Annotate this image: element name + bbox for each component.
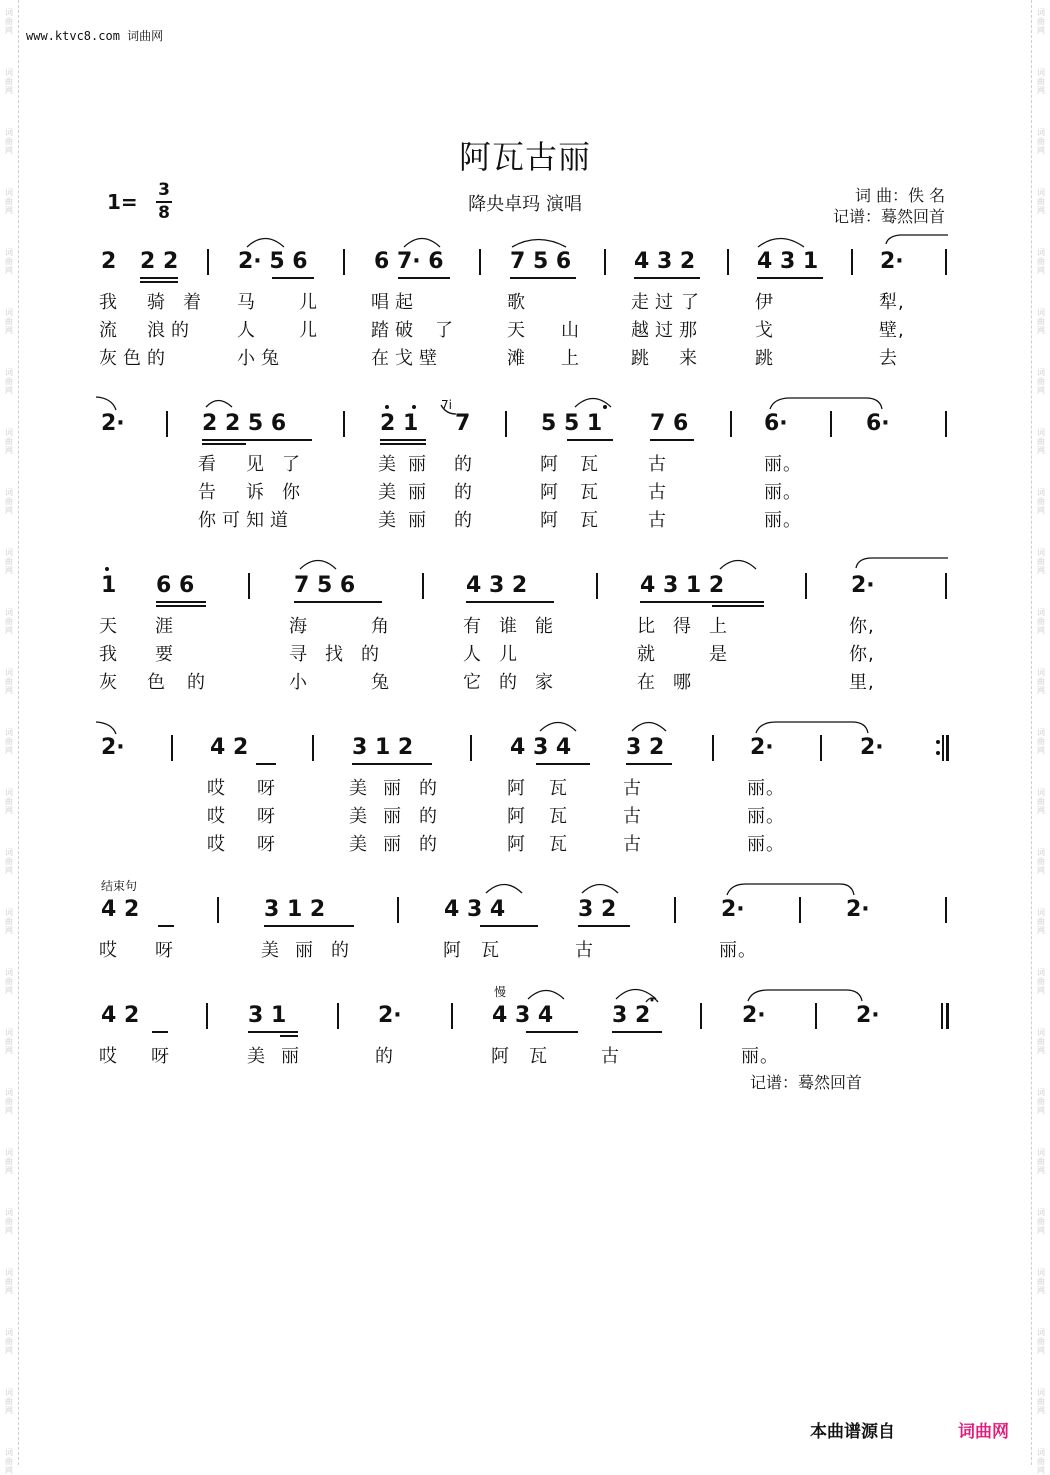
slur (748, 990, 862, 1001)
site-url[interactable]: www.ktvc8.com 词曲网 (26, 29, 164, 43)
note-group: 4 2 (101, 897, 140, 922)
side-watermark: 词 曲 网 (5, 1388, 13, 1415)
note-group: 4 3 2 (466, 573, 528, 598)
lyric-syllable: 丽 (408, 454, 427, 475)
side-watermark: 词 曲 网 (1037, 608, 1045, 635)
side-watermark: 词 曲 网 (1037, 1328, 1045, 1355)
lyric-syllable: 你, (849, 644, 875, 665)
lyric-syllable: 的 (454, 510, 473, 531)
lyric-syllable: 阿 (540, 454, 559, 475)
side-watermark: 词 曲 网 (5, 128, 13, 155)
lyric-syllable: 丽 (383, 834, 402, 855)
lyric-syllable: 瓦 (549, 834, 568, 855)
lyric-syllable: 骑 (147, 292, 166, 313)
lyric-syllable: 就 (637, 644, 656, 665)
lyric-syllable: 丽。 (719, 940, 757, 961)
song-title: 阿瓦古丽 (458, 138, 591, 176)
slur (404, 239, 440, 248)
slur (582, 885, 618, 894)
lyric-syllable: 的 (171, 320, 190, 341)
side-watermark: 词 曲 网 (5, 1148, 13, 1175)
lyric-syllable: 我 (99, 292, 118, 313)
footer-site-link[interactable]: 词曲网 (958, 1422, 1009, 1442)
slur (575, 399, 611, 408)
lyric-syllable: 上 (561, 348, 580, 369)
lyric-syllable: 古 (623, 834, 642, 855)
lyric-syllable: 流 (99, 320, 118, 341)
note-group: 2· (378, 1003, 402, 1028)
lyric-syllable: 跳 (631, 348, 650, 369)
lyric-syllable: 来 (679, 348, 698, 369)
side-watermark: 词 曲 网 (1037, 1388, 1045, 1415)
time-signature-top: 3 (158, 180, 170, 200)
lyric-syllable: 的 (454, 482, 473, 503)
lyric-syllable: 哎 (207, 806, 226, 827)
lyric-syllable: 谁 (499, 616, 518, 637)
slur (512, 240, 566, 248)
side-watermark: 词 曲 网 (5, 428, 13, 455)
lyric-syllable: 的 (147, 348, 166, 369)
lyric-syllable: 呀 (257, 834, 276, 855)
lyric-syllable: 家 (535, 672, 554, 693)
singer-credit: 降央卓玛 演唱 (468, 194, 582, 215)
lyric-syllable: 小 (237, 348, 256, 369)
lyric-syllable: 灰 (99, 672, 118, 693)
note-group: 5 5 1 (541, 411, 603, 436)
lyric-syllable: 瓦 (580, 454, 599, 475)
side-watermark: 词 曲 网 (5, 8, 13, 35)
side-watermark: 词 曲 网 (1037, 428, 1045, 455)
grace-note: 7i (441, 398, 452, 412)
lyric-syllable: 阿 (507, 806, 526, 827)
lyric-syllable: 儿 (299, 320, 318, 341)
side-watermark: 词 曲 网 (5, 668, 13, 695)
lyric-syllable: 呀 (155, 940, 174, 961)
note-group: 2 2 5 6 (202, 411, 287, 436)
lyric-syllable: 比 (637, 616, 656, 637)
lyric-syllable: 小 (289, 672, 308, 693)
side-watermark: 词 曲 网 (1037, 1448, 1045, 1475)
side-watermark: 词 曲 网 (5, 908, 13, 935)
note-group: 6 6 (156, 573, 195, 598)
side-watermark: 词 曲 网 (1037, 368, 1045, 395)
slur (720, 561, 756, 570)
lyric-syllable: 哎 (99, 940, 118, 961)
lyric-syllable: 美 (247, 1046, 266, 1067)
side-watermark: 词 曲 网 (5, 1208, 13, 1235)
note-group: 2· (851, 573, 875, 598)
side-watermark: 词 曲 网 (5, 1448, 13, 1475)
lyric-syllable: 美 (378, 454, 397, 475)
note-group: 7 5 6 (510, 249, 572, 274)
side-watermark: 词 曲 网 (1037, 728, 1045, 755)
lyric-syllable: 古 (601, 1046, 620, 1067)
lyric-syllable: 丽 (295, 940, 314, 961)
lyric-syllable: 道 (270, 510, 289, 531)
side-watermark: 词 曲 网 (5, 968, 13, 995)
lyric-syllable: 哎 (207, 778, 226, 799)
side-watermark: 词 曲 网 (5, 248, 13, 275)
lyric-syllable: 美 (349, 834, 368, 855)
slur (616, 990, 656, 1000)
slur (528, 991, 564, 1000)
side-watermark: 词 曲 网 (1037, 188, 1045, 215)
note-group: 7 6 (650, 411, 689, 436)
lyric-syllable: 阿 (507, 834, 526, 855)
lyric-syllable: 美 (349, 778, 368, 799)
lyric-syllable: 美 (378, 482, 397, 503)
note-group: 3 1 (248, 1003, 287, 1028)
lyric-syllable: 看 (198, 454, 217, 475)
lyric-syllable: 美 (261, 940, 280, 961)
lyric-syllable: 我 (99, 644, 118, 665)
lyric-syllable: 是 (709, 644, 728, 665)
note-group: 2 1 (380, 411, 419, 436)
side-watermark: 词 曲 网 (5, 848, 13, 875)
lyric-syllable: 寻 (289, 644, 308, 665)
note-group: 2 (101, 249, 117, 274)
site-name: 词曲网 (127, 29, 164, 43)
lyric-syllable: 在 (371, 348, 390, 369)
fermata-dot (651, 999, 654, 1002)
lyric-syllable: 伊 (755, 292, 774, 313)
lyric-syllable: 马 (237, 292, 256, 313)
lyric-syllable: 过 (655, 320, 674, 341)
lyric-syllable: 了 (681, 292, 700, 313)
lyric-syllable: 天 (507, 320, 526, 341)
note-group: 4 3 4 (510, 735, 572, 760)
side-watermark: 词 曲 网 (5, 68, 13, 95)
note-group: 2· (856, 1003, 880, 1028)
lyric-syllable: 你 (198, 510, 217, 531)
lyric-syllable: 的 (499, 672, 518, 693)
note-group: 1 (101, 573, 117, 598)
slur (96, 722, 116, 734)
lyric-syllable: 儿 (499, 644, 518, 665)
side-watermark: 词 曲 网 (1037, 1088, 1045, 1115)
lyric-syllable: 海 (289, 616, 308, 637)
side-watermark: 词 曲 网 (1037, 128, 1045, 155)
slur (886, 235, 948, 244)
note-group: 4 3 2 (634, 249, 696, 274)
note-group: 2 2 (140, 249, 179, 274)
lyric-syllable: 要 (155, 644, 174, 665)
lyric-syllable: 哎 (99, 1046, 118, 1067)
lyric-syllable: 丽。 (747, 778, 785, 799)
note-group: 6· (866, 411, 890, 436)
note-group: 3 1 2 (264, 897, 326, 922)
side-watermark: 词 曲 网 (5, 188, 13, 215)
lyric-syllable: 的 (361, 644, 380, 665)
lyric-syllable: 哎 (207, 834, 226, 855)
lyric-syllable: 越 (631, 320, 650, 341)
side-watermark: 词 曲 网 (1037, 668, 1045, 695)
lyric-syllable: 古 (648, 482, 667, 503)
lyric-syllable: 阿 (507, 778, 526, 799)
lyric-syllable: 涯 (155, 616, 174, 637)
lyric-syllable: 哪 (673, 672, 692, 693)
lyric-syllable: 在 (637, 672, 656, 693)
lyric-syllable: 诉 (246, 482, 265, 503)
key-signature: 1= (107, 190, 138, 214)
side-watermark: 词 曲 网 (5, 1268, 13, 1295)
lyric-syllable: 人 (237, 320, 256, 341)
lyric-syllable: 去 (879, 348, 898, 369)
lyric-syllable: 兔 (371, 672, 390, 693)
lyric-syllable: 浪 (147, 320, 166, 341)
side-watermark: 词 曲 网 (5, 1328, 13, 1355)
note-group: 2· (742, 1003, 766, 1028)
lyric-syllable: 古 (648, 454, 667, 475)
note-group: 2· (721, 897, 745, 922)
side-watermark: 词 曲 网 (5, 788, 13, 815)
side-watermark: 词 曲 网 (1037, 1148, 1045, 1175)
lyric-syllable: 瓦 (481, 940, 500, 961)
lyric-syllable: 色 (123, 348, 142, 369)
note-group: 3 2 (612, 1003, 651, 1028)
grace-slur (441, 405, 456, 414)
note-group: 4 2 (101, 1003, 140, 1028)
lyric-syllable: 古 (623, 806, 642, 827)
lyric-syllable: 美 (349, 806, 368, 827)
lyric-syllable: 山 (561, 320, 580, 341)
note-group: 2· (750, 735, 774, 760)
time-signature-bottom: 8 (158, 203, 170, 223)
note-group: 4 2 (210, 735, 249, 760)
lyric-syllable: 古 (648, 510, 667, 531)
side-watermark: 词 曲 网 (1037, 308, 1045, 335)
lyric-syllable: 告 (198, 482, 217, 503)
slur (758, 239, 804, 248)
lyric-syllable: 天 (99, 616, 118, 637)
side-watermark: 词 曲 网 (1037, 1208, 1045, 1235)
lyric-syllable: 能 (535, 616, 554, 637)
lyric-syllable: 踏 (371, 320, 390, 341)
side-watermark: 词 曲 网 (1037, 548, 1045, 575)
note-group: 4 3 4 (492, 1003, 554, 1028)
transcriber-credit: 记谱：蓦然回首 (833, 207, 946, 226)
note-group: 7 5 6 (294, 573, 356, 598)
lyric-syllable: 唱 (371, 292, 390, 313)
lyric-syllable: 戈 (755, 320, 774, 341)
lyric-syllable: 丽。 (747, 834, 785, 855)
side-watermark: 词 曲 网 (5, 308, 13, 335)
slur (300, 561, 336, 570)
side-watermark: 词 曲 网 (5, 368, 13, 395)
lyric-syllable: 阿 (491, 1046, 510, 1067)
lyric-syllable: 戈 (395, 348, 414, 369)
lyric-syllable: 有 (463, 616, 482, 637)
lyric-syllable: 丽 (383, 806, 402, 827)
lyric-syllable: 丽 (408, 482, 427, 503)
lyric-syllable: 了 (282, 454, 301, 475)
side-watermark: 词 曲 网 (1037, 1028, 1045, 1055)
lyric-syllable: 上 (709, 616, 728, 637)
lyric-syllable: 丽 (383, 778, 402, 799)
slur (96, 397, 116, 410)
lyric-syllable: 阿 (540, 510, 559, 531)
lyric-syllable: 里, (849, 672, 875, 693)
lyric-syllable: 丽。 (764, 454, 802, 475)
side-watermark: 词 曲 网 (5, 608, 13, 635)
lyric-syllable: 瓦 (580, 482, 599, 503)
slur (856, 558, 948, 568)
slur (770, 398, 882, 409)
lyric-syllable: 古 (575, 940, 594, 961)
lyric-syllable: 呀 (151, 1046, 170, 1067)
lyric-syllable: 丽 (281, 1046, 300, 1067)
side-watermark: 词 曲 网 (1037, 968, 1045, 995)
lyric-syllable: 找 (325, 644, 344, 665)
side-watermark: 词 曲 网 (1037, 488, 1045, 515)
lyric-syllable: 过 (655, 292, 674, 313)
lyric-syllable: 丽 (408, 510, 427, 531)
side-watermark: 词 曲 网 (1037, 68, 1045, 95)
lyric-syllable: 角 (371, 616, 390, 637)
lyric-syllable: 得 (673, 616, 692, 637)
lyric-syllable: 瓦 (580, 510, 599, 531)
lyric-syllable: 犁, (879, 292, 905, 313)
side-watermark: 词 曲 网 (5, 1088, 13, 1115)
end-transcriber-credit: 记谱：蓦然回首 (750, 1073, 863, 1092)
note-group: 2· (880, 249, 904, 274)
lyric-syllable: 的 (419, 778, 438, 799)
lyric-syllable: 瓦 (529, 1046, 548, 1067)
side-watermark: 词 曲 网 (5, 488, 13, 515)
lyric-syllable: 呀 (257, 778, 276, 799)
note-group: 6· (764, 411, 788, 436)
lyric-syllable: 走 (631, 292, 650, 313)
note-group: 4 3 1 (757, 249, 819, 274)
lyric-syllable: 跳 (755, 348, 774, 369)
lyric-syllable: 丽。 (741, 1046, 779, 1067)
tempo-slow-label: 慢 (494, 985, 507, 999)
side-watermark: 词 曲 网 (1037, 8, 1045, 35)
note-group: 3 1 2 (352, 735, 414, 760)
note-group: 4 3 1 2 (640, 573, 725, 598)
lyric-syllable: 灰 (99, 348, 118, 369)
lyric-syllable: 瓦 (549, 778, 568, 799)
note-group: 2· (101, 411, 125, 436)
lyric-syllable: 呀 (257, 806, 276, 827)
side-watermark: 词 曲 网 (1037, 788, 1045, 815)
slur (206, 401, 232, 408)
side-watermark: 词 曲 网 (1037, 848, 1045, 875)
lyric-syllable: 的 (454, 454, 473, 475)
note-group: 4 3 4 (444, 897, 506, 922)
ending-label: 结束句 (101, 879, 138, 893)
lyric-syllable: 古 (623, 778, 642, 799)
lyric-syllable: 它 (463, 672, 482, 693)
note-group: 3 2 (626, 735, 665, 760)
lyric-syllable: 丽。 (747, 806, 785, 827)
lyric-syllable: 你 (282, 482, 301, 503)
lyric-syllable: 起 (395, 292, 414, 313)
lyric-syllable: 的 (419, 834, 438, 855)
lyric-syllable: 色 (147, 672, 166, 693)
lyric-syllable: 破 (395, 320, 414, 341)
lyric-syllable: 丽。 (764, 510, 802, 531)
lyric-syllable: 丽。 (764, 482, 802, 503)
lyric-syllable: 的 (419, 806, 438, 827)
note-group: 3 2 (578, 897, 617, 922)
side-watermark: 词 曲 网 (5, 548, 13, 575)
lyric-syllable: 阿 (443, 940, 462, 961)
lyric-syllable: 歌 (507, 292, 526, 313)
lyric-syllable: 壁 (419, 348, 438, 369)
note-group: 2· (846, 897, 870, 922)
lyric-syllable: 见 (246, 454, 265, 475)
lyric-syllable: 的 (187, 672, 206, 693)
lyric-syllable: 知 (246, 510, 265, 531)
slur (486, 885, 522, 894)
lyric-syllable: 可 (222, 510, 241, 531)
slur (247, 239, 284, 248)
note-group: 2· (860, 735, 884, 760)
side-watermark: 词 曲 网 (5, 728, 13, 755)
lyric-syllable: 兔 (261, 348, 280, 369)
side-watermark: 词 曲 网 (5, 1028, 13, 1055)
lyric-syllable: 那 (679, 320, 698, 341)
lyric-syllable: 了 (435, 320, 454, 341)
lyric-syllable: 瓦 (549, 806, 568, 827)
lyric-syllable: 壁, (879, 320, 905, 341)
note-group: 2· (101, 735, 125, 760)
note-group: 7 (455, 411, 471, 436)
slur (632, 723, 666, 732)
lyric-syllable: 人 (463, 644, 482, 665)
side-watermark: 词 曲 网 (1037, 908, 1045, 935)
slur (756, 722, 868, 733)
note-group: 6 7· 6 (374, 249, 444, 274)
lyric-syllable: 儿 (299, 292, 318, 313)
lyricist-credit: 词 曲：佚 名 (855, 186, 946, 205)
lyric-syllable: 的 (375, 1046, 394, 1067)
lyric-syllable: 你, (849, 616, 875, 637)
slur (540, 723, 576, 732)
side-watermark: 词 曲 网 (1037, 248, 1045, 275)
lyric-syllable: 的 (331, 940, 350, 961)
side-watermark: 词 曲 网 (1037, 1268, 1045, 1295)
lyric-syllable: 阿 (540, 482, 559, 503)
lyric-syllable: 美 (378, 510, 397, 531)
note-group: 2· 5 6 (238, 249, 308, 274)
lyric-syllable: 着 (183, 292, 202, 313)
slur (727, 884, 854, 895)
lyric-syllable: 滩 (507, 348, 526, 369)
footer-source-label: 本曲谱源自 (810, 1422, 895, 1442)
